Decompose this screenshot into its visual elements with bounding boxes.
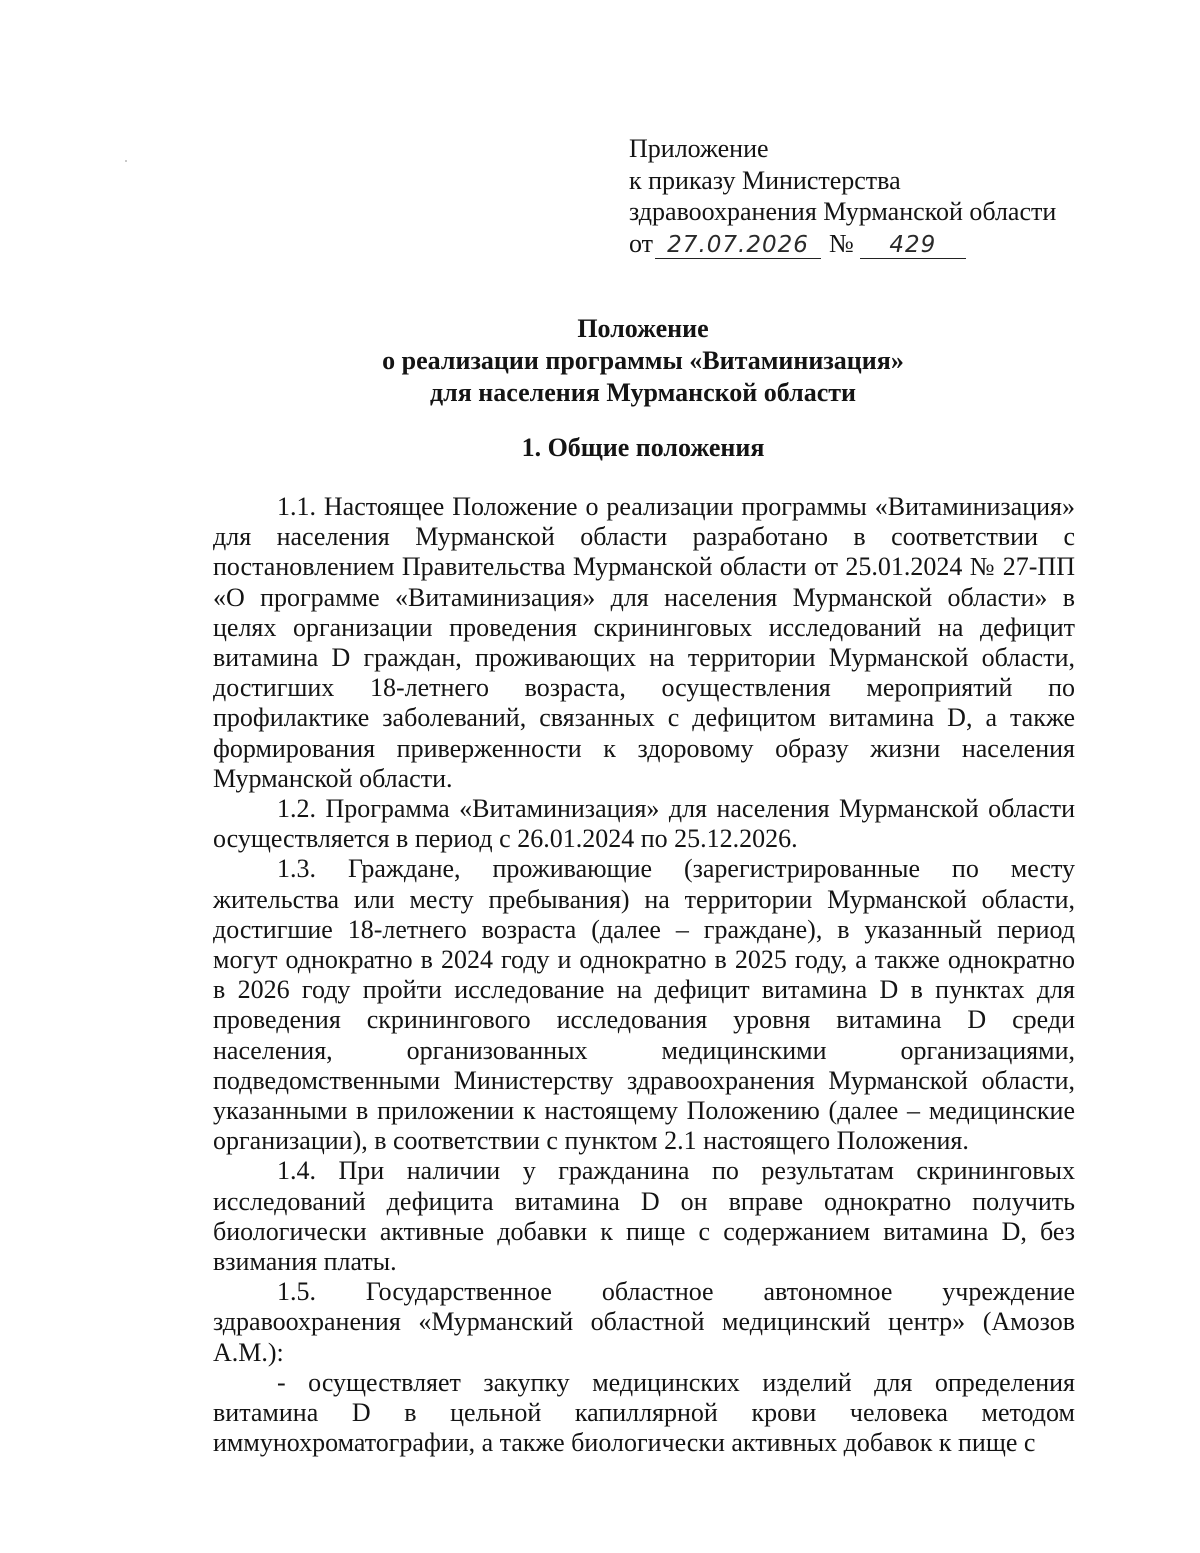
paragraph-1-1: 1.1. Настоящее Положение о реализации программы «Витаминизация» для населения Мурманской области разработано в соответствии с постановлением Правительства Мурманской области от 25.01.2024 № 27-ПП «О программе «Витаминизация» для населения Мурманской области» в целях организации проведения скрининговых исследований на дефицит витамина D граждан, проживающих на территории Мурманской области, достигших 18-летнего возраста, осуществления мероприятий по профилактике заболеваний, связанных с дефицитом витамина D, а также формирования приверженности к здоровому образу жизни населения Мурманской области.: [213, 492, 1075, 793]
paragraph-1-5-bullet-1: - осуществляет закупку медицинских изделий для определения витамина D в цельной капиллярной крови человека методом иммунохроматографии, а также биологически активных добавок к пище с: [213, 1367, 1075, 1458]
paragraph-1-2: 1.2. Программа «Витаминизация» для населения Мурманской области осуществляется в период с 26.01.2024 по 25.12.2026.: [213, 794, 1075, 854]
date-prefix: от: [629, 228, 654, 258]
handwritten-number: 429: [860, 232, 966, 259]
scan-speck: [125, 160, 127, 162]
number-label: №: [829, 228, 854, 258]
title-line-3: для населения Мурманской области: [429, 378, 856, 407]
paragraph-1-3: 1.3. Граждане, проживающие (зарегистрированные по месту жительства или месту пребывания) на территории Мурманской области, достигшие 18-летнего возраста (далее – граждане), в указанный период могут однократно в 2024 году и однократно в 2025 году, а также однократно в 2026 году пройти исследование на дефицит витамина D в пунктах для проведения скринингового исследования уровня витамина D среди населения, организованных медицинскими организациями, подведомственными Министерству здравоохранения Мурманской области, указанными в приложении к настоящему Положению (далее – медицинские организации), в соответствии с пунктом 2.1 настоящего Положения.: [213, 854, 1075, 1156]
document-body: [213, 492, 1075, 1459]
handwritten-date: 27.07.2026: [655, 232, 821, 259]
appendix-date-line: [629, 228, 1056, 260]
title-line-2: о реализации программы «Витаминизация»: [382, 346, 904, 375]
appendix-line-2: к приказу Министерства: [629, 165, 901, 195]
appendix-line-3: здравоохранения Мурманской области: [629, 197, 1057, 226]
section-heading: 1. Общие положения: [521, 433, 765, 462]
paragraph-1-5: 1.5. Государственное областное автономное учреждение здравоохранения «Мурманский областной медицинский центр» (Амозов А.М.):: [213, 1277, 1075, 1367]
title-line-1: Положение: [577, 314, 709, 343]
document-title: [213, 313, 1073, 409]
paragraph-1-4: 1.4. При наличии у гражданина по результатам скрининговых исследований дефицита витамина D он вправе однократно получить биологически активные добавки к пище с содержанием витамина D, без взимания платы.: [213, 1156, 1075, 1277]
appendix-header: [629, 133, 1056, 259]
appendix-line-1: Приложение: [629, 134, 769, 163]
